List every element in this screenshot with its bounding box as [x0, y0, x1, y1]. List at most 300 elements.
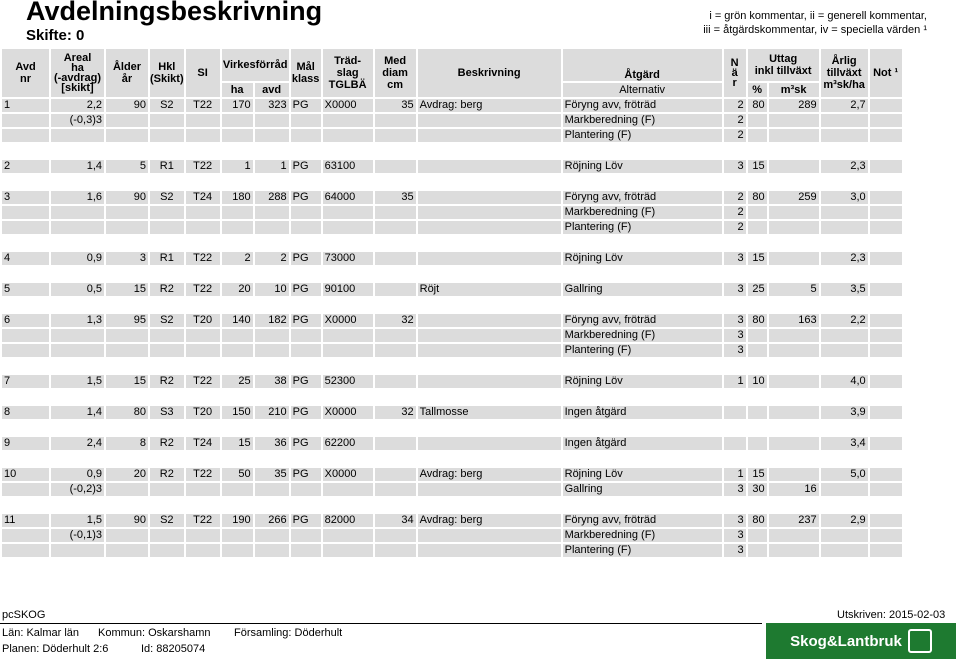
cell-avd: 8 [2, 406, 49, 419]
cell-areal: (-0,3)3 [51, 114, 104, 127]
table-subrow [2, 129, 902, 142]
cell-arlig: 3,9 [821, 406, 868, 419]
cell-tradslag [323, 206, 373, 219]
cell-alder: 15 [106, 283, 148, 296]
cell-pct [748, 344, 767, 357]
cell-m3 [769, 437, 819, 450]
cell-alder: 5 [106, 160, 148, 173]
cell-si [186, 329, 220, 342]
cell-mal [291, 129, 321, 142]
row-spacer [2, 175, 902, 189]
row-spacer [2, 421, 902, 435]
cell-tradslag: 90100 [323, 283, 373, 296]
cell-diam: 34 [375, 514, 416, 527]
cell-si [186, 114, 220, 127]
cell-tradslag [323, 529, 373, 542]
cell-areal: 2,4 [51, 437, 104, 450]
cell-m3: 259 [769, 191, 819, 204]
cell-si: T20 [186, 314, 220, 327]
col-virk-avd: avd [255, 83, 289, 97]
table-row [2, 99, 902, 112]
cell-atgard: Plantering (F) [563, 344, 722, 357]
cell-avd-v [255, 114, 289, 127]
cell-m3: 163 [769, 314, 819, 327]
cell-si [186, 344, 220, 357]
cell-tradslag: 63100 [323, 160, 373, 173]
cell-atgard: Föryng avv, fröträd [563, 314, 722, 327]
table-row [2, 160, 902, 173]
cell-ha: 25 [222, 375, 253, 388]
cell-beskr [418, 344, 561, 357]
cell-mal: PG [291, 314, 321, 327]
cell-hkl: R2 [150, 375, 184, 388]
cell-arlig [821, 206, 868, 219]
cell-nar: 3 [724, 544, 746, 557]
cell-nar [724, 437, 746, 450]
cell-alder [106, 129, 148, 142]
cell-hkl: S2 [150, 191, 184, 204]
cell-avd: 7 [2, 375, 49, 388]
cell-tradslag: 52300 [323, 375, 373, 388]
cell-avd: 1 [2, 99, 49, 112]
cell-not [870, 329, 902, 342]
cell-atgard: Ingen åtgärd [563, 406, 722, 419]
cell-beskr [418, 160, 561, 173]
cell-avd: 4 [2, 252, 49, 265]
cell-not [870, 283, 902, 296]
cell-pct: 80 [748, 514, 767, 527]
cell-si: T24 [186, 191, 220, 204]
logo-text: Skog&Lantbruk [790, 632, 902, 650]
cell-nar: 2 [724, 99, 746, 112]
table-subrow [2, 114, 902, 127]
cell-si: T22 [186, 468, 220, 481]
cell-pct [748, 406, 767, 419]
cell-tradslag: 73000 [323, 252, 373, 265]
row-spacer [2, 452, 902, 466]
col-hkl: Hkl (Skikt) [150, 49, 184, 97]
cell-m3 [769, 160, 819, 173]
cell-avd-v [255, 544, 289, 557]
cell-atgard: Röjning Löv [563, 468, 722, 481]
table-row [2, 468, 902, 481]
cell-beskr [418, 221, 561, 234]
cell-avd [2, 221, 49, 234]
cell-si [186, 483, 220, 496]
cell-mal: PG [291, 406, 321, 419]
table-subrow [2, 206, 902, 219]
cell-tradslag [323, 483, 373, 496]
row-spacer [2, 390, 902, 404]
cell-pct [748, 437, 767, 450]
cell-ha [222, 329, 253, 342]
cell-nar: 3 [724, 252, 746, 265]
cell-arlig: 2,7 [821, 99, 868, 112]
cell-pct: 80 [748, 191, 767, 204]
cell-mal: PG [291, 468, 321, 481]
cell-m3: 289 [769, 99, 819, 112]
company-logo [766, 623, 956, 659]
cell-pct: 80 [748, 99, 767, 112]
cell-mal: PG [291, 375, 321, 388]
cell-areal [51, 329, 104, 342]
cell-atgard: Markberedning (F) [563, 206, 722, 219]
row-spacer [2, 267, 902, 281]
cell-not [870, 514, 902, 527]
cell-diam [375, 468, 416, 481]
table-subrow [2, 329, 902, 342]
cell-ha [222, 206, 253, 219]
cell-alder: 15 [106, 375, 148, 388]
cell-tradslag [323, 114, 373, 127]
cell-m3 [769, 329, 819, 342]
cell-hkl: S2 [150, 314, 184, 327]
cell-ha [222, 529, 253, 542]
cell-ha: 140 [222, 314, 253, 327]
cell-areal: 0,9 [51, 252, 104, 265]
cell-areal: 1,5 [51, 514, 104, 527]
cell-m3 [769, 129, 819, 142]
cell-avd: 10 [2, 468, 49, 481]
cell-atgard: Markberedning (F) [563, 529, 722, 542]
cell-tradslag [323, 544, 373, 557]
cell-ha: 1 [222, 160, 253, 173]
planen-label: Planen: Döderhult 2:6 [2, 643, 109, 655]
cell-avd-v [255, 329, 289, 342]
col-not: Not ¹ [870, 49, 902, 97]
cell-not [870, 160, 902, 173]
cell-tradslag: 62200 [323, 437, 373, 450]
table-row [2, 252, 902, 265]
cell-alder: 8 [106, 437, 148, 450]
cell-avd [2, 529, 49, 542]
row-spacer [2, 144, 902, 158]
cell-ha [222, 221, 253, 234]
cell-si [186, 544, 220, 557]
cell-beskr [418, 483, 561, 496]
cell-not [870, 99, 902, 112]
table-subrow [2, 221, 902, 234]
page-title: Avdelningsbeskrivning [26, 0, 323, 26]
cell-alder: 3 [106, 252, 148, 265]
cell-diam [375, 283, 416, 296]
cell-hkl: S2 [150, 99, 184, 112]
cell-tradslag [323, 329, 373, 342]
cell-areal: (-0,1)3 [51, 529, 104, 542]
cell-areal [51, 221, 104, 234]
cell-avd: 5 [2, 283, 49, 296]
cell-avd-v [255, 344, 289, 357]
cell-pct [748, 129, 767, 142]
cell-beskr [418, 206, 561, 219]
cell-si: T22 [186, 514, 220, 527]
cell-mal [291, 221, 321, 234]
cell-avd [2, 206, 49, 219]
cell-beskr: Röjt [418, 283, 561, 296]
cell-beskr: Tallmosse [418, 406, 561, 419]
kommun-label: Kommun: Oskarshamn [98, 627, 211, 639]
col-arlig: Årlig tillväxt m³sk/ha [821, 49, 868, 97]
cell-avd [2, 344, 49, 357]
cell-not [870, 544, 902, 557]
cell-beskr: Avdrag: berg [418, 514, 561, 527]
cell-beskr: Avdrag: berg [418, 468, 561, 481]
cell-areal: 1,3 [51, 314, 104, 327]
cell-m3 [769, 468, 819, 481]
cell-atgard: Röjning Löv [563, 375, 722, 388]
cell-m3: 237 [769, 514, 819, 527]
cell-alder [106, 344, 148, 357]
col-med-diam: Med diam cm [375, 49, 416, 97]
cell-avd-v: 36 [255, 437, 289, 450]
cell-avd: 3 [2, 191, 49, 204]
cell-diam [375, 344, 416, 357]
cell-arlig: 4,0 [821, 375, 868, 388]
cell-tradslag [323, 221, 373, 234]
cell-diam [375, 114, 416, 127]
cell-beskr [418, 329, 561, 342]
cell-mal [291, 483, 321, 496]
cell-ha: 50 [222, 468, 253, 481]
skifte-label: Skifte: 0 [26, 27, 85, 44]
cell-ha [222, 129, 253, 142]
lan-label: Län: Kalmar län [2, 627, 80, 639]
cell-not [870, 468, 902, 481]
cell-not [870, 529, 902, 542]
cell-m3 [769, 206, 819, 219]
cell-nar: 2 [724, 206, 746, 219]
cell-not [870, 206, 902, 219]
cell-avd-v: 10 [255, 283, 289, 296]
cell-alder: 90 [106, 191, 148, 204]
cell-beskr [418, 529, 561, 542]
cell-mal: PG [291, 99, 321, 112]
cell-diam [375, 529, 416, 542]
cell-atgard: Markberedning (F) [563, 329, 722, 342]
cell-nar: 2 [724, 191, 746, 204]
cell-nar: 2 [724, 129, 746, 142]
cell-avd-v: 288 [255, 191, 289, 204]
cell-si: T20 [186, 406, 220, 419]
cell-m3 [769, 252, 819, 265]
cell-mal: PG [291, 160, 321, 173]
cell-nar [724, 406, 746, 419]
cell-ha [222, 483, 253, 496]
cell-ha: 190 [222, 514, 253, 527]
logo-mark-icon [908, 629, 932, 653]
table-subrow [2, 344, 902, 357]
cell-m3 [769, 406, 819, 419]
cell-mal: PG [291, 191, 321, 204]
cell-hkl [150, 529, 184, 542]
cell-avd [2, 329, 49, 342]
col-uttag: Uttag inkl tillväxt [748, 49, 819, 81]
cell-alder: 90 [106, 99, 148, 112]
cell-avd-v: 266 [255, 514, 289, 527]
cell-hkl: R2 [150, 437, 184, 450]
col-uttag-pct: % [748, 83, 767, 97]
cell-areal: 1,4 [51, 406, 104, 419]
cell-diam: 35 [375, 99, 416, 112]
cell-arlig: 3,0 [821, 191, 868, 204]
row-spacer [2, 298, 902, 312]
cell-mal: PG [291, 437, 321, 450]
cell-avd [2, 129, 49, 142]
table-row [2, 437, 902, 450]
cell-nar: 2 [724, 114, 746, 127]
cell-si [186, 529, 220, 542]
cell-pct [748, 221, 767, 234]
cell-ha: 170 [222, 99, 253, 112]
col-beskrivning: Beskrivning [418, 49, 561, 97]
cell-atgard: Röjning Löv [563, 252, 722, 265]
cell-mal: PG [291, 252, 321, 265]
cell-si: T22 [186, 283, 220, 296]
cell-diam [375, 483, 416, 496]
cell-arlig [821, 344, 868, 357]
cell-nar: 3 [724, 283, 746, 296]
cell-avd-v: 38 [255, 375, 289, 388]
cell-tradslag: 64000 [323, 191, 373, 204]
cell-mal: PG [291, 514, 321, 527]
cell-not [870, 252, 902, 265]
cell-atgard: Gallring [563, 283, 722, 296]
cell-tradslag: X0000 [323, 99, 373, 112]
cell-avd-v [255, 221, 289, 234]
cell-hkl: S3 [150, 406, 184, 419]
cell-beskr [418, 129, 561, 142]
cell-mal [291, 206, 321, 219]
cell-not [870, 314, 902, 327]
cell-pct: 10 [748, 375, 767, 388]
cell-hkl [150, 129, 184, 142]
cell-diam [375, 375, 416, 388]
cell-nar: 3 [724, 329, 746, 342]
cell-avd-v: 182 [255, 314, 289, 327]
cell-m3: 16 [769, 483, 819, 496]
table-row [2, 283, 902, 296]
cell-m3 [769, 544, 819, 557]
cell-tradslag [323, 129, 373, 142]
cell-diam [375, 129, 416, 142]
cell-nar: 2 [724, 221, 746, 234]
table-row [2, 191, 902, 204]
cell-nar: 1 [724, 375, 746, 388]
cell-beskr [418, 114, 561, 127]
cell-nar: 3 [724, 314, 746, 327]
cell-arlig: 5,0 [821, 468, 868, 481]
stand-table [0, 47, 959, 559]
cell-avd-v [255, 529, 289, 542]
cell-beskr [418, 191, 561, 204]
cell-arlig: 2,2 [821, 314, 868, 327]
cell-diam [375, 206, 416, 219]
legend-line-1: i = grön kommentar, ii = generell kommentar, [709, 10, 927, 22]
cell-ha: 2 [222, 252, 253, 265]
table-row [2, 375, 902, 388]
cell-nar: 3 [724, 160, 746, 173]
cell-arlig [821, 483, 868, 496]
cell-si [186, 206, 220, 219]
cell-avd-v [255, 206, 289, 219]
cell-avd: 9 [2, 437, 49, 450]
col-atgard: Åtgärd [563, 49, 722, 81]
cell-ha: 180 [222, 191, 253, 204]
cell-pct: 15 [748, 160, 767, 173]
cell-si: T22 [186, 99, 220, 112]
id-label: Id: 88205074 [141, 643, 206, 655]
cell-pct [748, 529, 767, 542]
cell-ha [222, 344, 253, 357]
cell-mal [291, 114, 321, 127]
cell-atgard: Plantering (F) [563, 129, 722, 142]
cell-avd-v: 1 [255, 160, 289, 173]
row-spacer [2, 236, 902, 250]
cell-m3: 5 [769, 283, 819, 296]
cell-nar: 1 [724, 468, 746, 481]
cell-ha: 20 [222, 283, 253, 296]
cell-areal: 1,4 [51, 160, 104, 173]
cell-m3 [769, 344, 819, 357]
cell-alder: 20 [106, 468, 148, 481]
cell-avd-v: 2 [255, 252, 289, 265]
cell-pct [748, 329, 767, 342]
cell-diam: 32 [375, 406, 416, 419]
cell-arlig: 3,5 [821, 283, 868, 296]
cell-tradslag: X0000 [323, 468, 373, 481]
cell-areal: 0,9 [51, 468, 104, 481]
cell-hkl [150, 206, 184, 219]
cell-areal [51, 544, 104, 557]
cell-arlig: 3,4 [821, 437, 868, 450]
cell-alder [106, 529, 148, 542]
cell-atgard: Plantering (F) [563, 221, 722, 234]
cell-areal: 1,5 [51, 375, 104, 388]
cell-alder [106, 206, 148, 219]
cell-diam [375, 437, 416, 450]
cell-pct: 80 [748, 314, 767, 327]
cell-si [186, 221, 220, 234]
cell-si: T24 [186, 437, 220, 450]
forsamling-label: Församling: Döderhult [234, 627, 343, 639]
cell-arlig [821, 329, 868, 342]
cell-atgard: Föryng avv, fröträd [563, 191, 722, 204]
cell-avd-v [255, 129, 289, 142]
cell-si: T22 [186, 375, 220, 388]
cell-tradslag: 82000 [323, 514, 373, 527]
cell-not [870, 191, 902, 204]
cell-diam [375, 544, 416, 557]
cell-areal [51, 344, 104, 357]
cell-si: T22 [186, 252, 220, 265]
cell-hkl: R1 [150, 160, 184, 173]
cell-avd [2, 483, 49, 496]
cell-arlig: 2,3 [821, 252, 868, 265]
cell-alder [106, 483, 148, 496]
cell-ha [222, 544, 253, 557]
col-uttag-m3: m³sk [769, 83, 819, 97]
cell-ha [222, 114, 253, 127]
cell-avd-v: 323 [255, 99, 289, 112]
col-virkesforrad: Virkesförråd [222, 49, 289, 81]
row-spacer [2, 498, 902, 512]
cell-alder [106, 221, 148, 234]
cell-m3 [769, 375, 819, 388]
cell-atgard: Ingen åtgärd [563, 437, 722, 450]
cell-hkl: R1 [150, 252, 184, 265]
cell-avd: 2 [2, 160, 49, 173]
cell-hkl [150, 221, 184, 234]
